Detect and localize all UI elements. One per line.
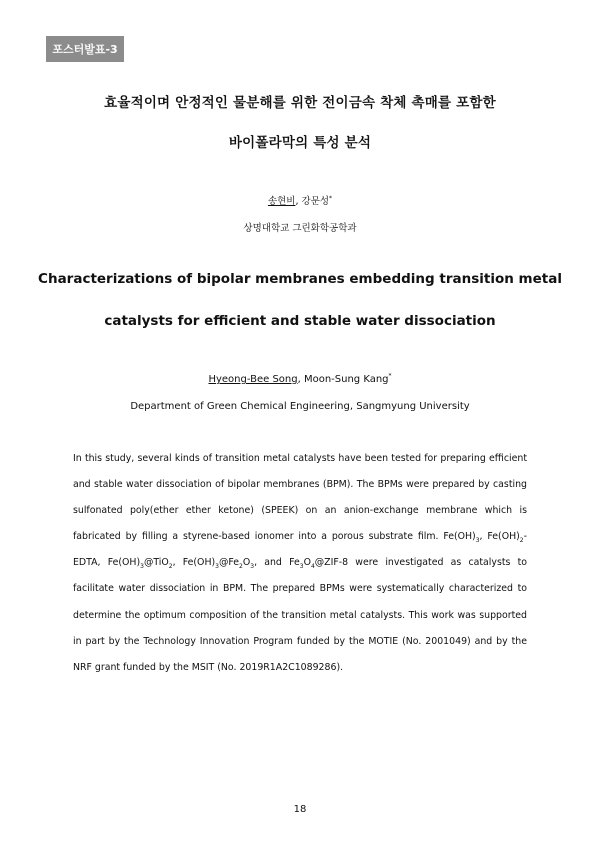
korean-authors [0, 193, 600, 207]
korean-title-line-1: 효율적이며 안정적인 물분해를 위한 전이금속 착체 촉매를 포함한 [104, 95, 496, 111]
english-presenting-author: Hyeong-Bee Song [208, 374, 298, 385]
korean-author-separator: , [295, 196, 302, 207]
corresponding-mark: * [329, 194, 333, 202]
corresponding-mark: * [388, 372, 392, 380]
english-authors [0, 374, 600, 385]
english-title-line-1: Characterizations of bipolar membranes embedding transition metal [38, 271, 562, 287]
section-badge: 포스터발표-3 [46, 36, 124, 62]
english-affiliation: Department of Green Chemical Engineering, Sangmyung University [130, 401, 470, 412]
korean-affiliation: 상명대학교 그린화학공학과 [243, 223, 357, 234]
korean-title-line-2: 바이폴라막의 특성 분석 [228, 135, 372, 151]
page-number: 18 [293, 804, 307, 815]
english-author-separator: , [297, 374, 304, 385]
korean-presenting-author: 송현비 [267, 196, 296, 207]
english-corresponding-author: Moon-Sung Kang [303, 374, 389, 385]
abstract-body: In this study, several kinds of transition metal catalysts have been tested for preparing efficient and stable water dissociation of bipolar membranes (BPM). The BPMs were prepared by casting sulfonated poly(ether ether ketone) (SPEEK) on an anion-exchange membrane which is fabricated by filling a styrene-based ionomer into a porous substrate film. $Fe(OH)_3$, $Fe(OH)_2$-EDTA, $Fe(OH)_3@TiO_2$, $Fe(OH)_3@Fe_2O_3$, and $Fe_3O_4@ZIF-8$ were investigated as catalysts to facilitate water dissociation in BPM. The prepared BPMs were systematically characterized to determine the optimum composition of the transition metal catalysts. This work was supported in part by the Technology Innovation Program funded by the MOTIE (No. 2001049) and by the NRF grant funded by the MSIT (No. 2019R1A2C1089286). [73, 453, 527, 673]
korean-corresponding-author: 강문성 [301, 196, 330, 207]
english-title-line-2: catalysts for efficient and stable water dissociation [104, 313, 496, 329]
